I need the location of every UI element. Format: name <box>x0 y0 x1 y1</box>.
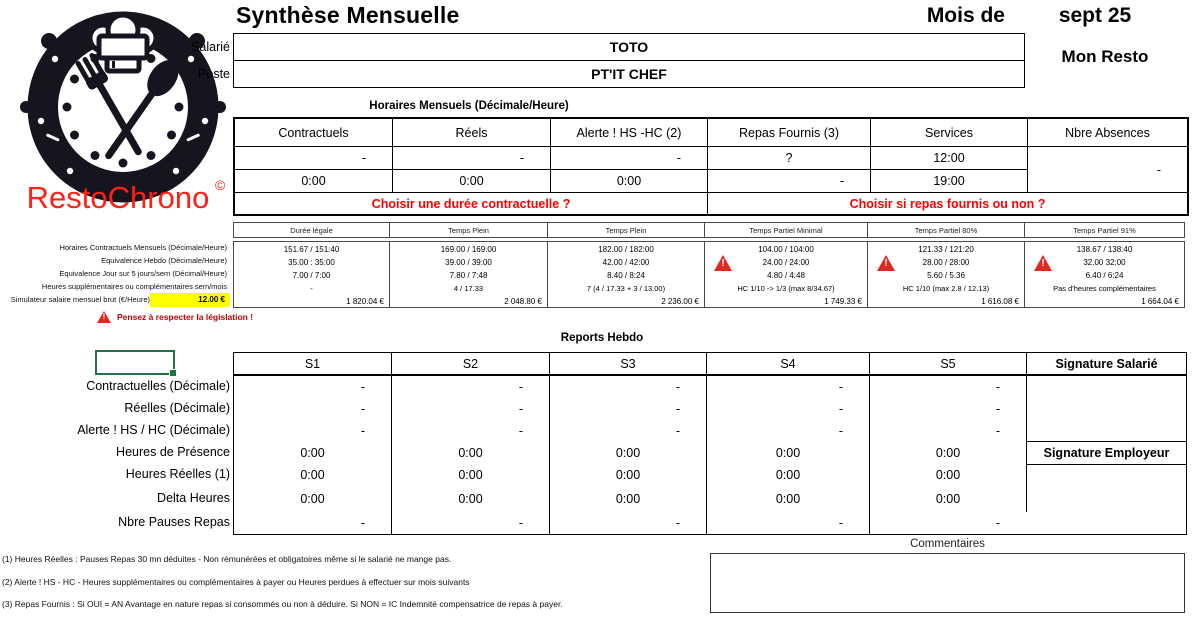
weekly-cell[interactable]: - <box>706 420 869 442</box>
sim-value: 4 / 17.33 <box>453 284 484 293</box>
weekly-cell[interactable]: - <box>391 398 549 420</box>
hourly-rate-cell[interactable]: 12.00 € <box>150 293 230 307</box>
sim-value: 7.00 / 7:00 <box>292 271 331 280</box>
monthly-cell-contractuels-hm[interactable]: 0:00 <box>235 169 392 192</box>
monthly-cell-services-debut[interactable]: 12:00 <box>870 146 1027 169</box>
weekly-cell[interactable]: - <box>360 402 365 416</box>
sim-salary-value: 1 749.33 € <box>824 297 862 306</box>
sim-value: 32.00 32:00 <box>1083 258 1126 267</box>
prompt-contract-duration: Choisir une durée contractuelle ? <box>235 192 707 214</box>
sim-value: 6.40 / 6:24 <box>1085 271 1124 280</box>
weekly-cell[interactable]: 0:00 <box>869 464 1026 486</box>
sim-value: 104.00 / 104:00 <box>758 245 814 254</box>
sim-value: 182.00 / 182:00 <box>598 245 654 254</box>
simulator-table <box>233 241 1185 308</box>
sim-col-tp-80 <box>868 241 1025 308</box>
monthly-cell-alerte-hm[interactable]: 0:00 <box>550 169 707 192</box>
weekly-reports-title: Reports Hebdo <box>560 332 644 344</box>
weekly-label-pauses: Nbre Pauses Repas <box>118 515 230 529</box>
sim-value: 42.00 / 42:00 <box>602 258 650 267</box>
sim-header-duree-legale: Durée légale <box>233 222 390 238</box>
weekly-cell[interactable]: - <box>360 380 365 394</box>
weekly-cell[interactable]: 0:00 <box>549 464 706 486</box>
simulator-header-row <box>233 222 1185 238</box>
sim-value: 151.67 / 151:40 <box>283 245 340 254</box>
legal-warning-text: Pensez à respecter la législation ! <box>117 312 254 322</box>
weekly-cell[interactable]: 0:00 <box>706 442 869 464</box>
warning-icon <box>97 311 111 323</box>
weekly-cell[interactable]: - <box>869 512 1026 534</box>
restaurant-name: Mon Resto <box>1061 47 1149 66</box>
sim-header-tp-80: Temps Partiel 80% <box>868 222 1025 238</box>
weekly-cell[interactable]: - <box>706 376 869 398</box>
sim-header-temps-plein-182: Temps Plein <box>548 222 705 238</box>
sim-label-salaire: Simulateur salaire mensuel brut (€/Heure) <box>10 295 150 304</box>
weekly-cell[interactable]: 0:00 <box>391 464 549 486</box>
weekly-cell[interactable]: - <box>360 516 365 530</box>
weekly-cell[interactable]: - <box>706 512 869 534</box>
sim-salary-value: 1 664.04 € <box>1141 297 1179 306</box>
monthly-cell-contractuels-dec[interactable]: - <box>235 146 392 169</box>
weekly-cell[interactable]: 0:00 <box>300 468 325 482</box>
weekly-cell[interactable]: 0:00 <box>300 492 325 506</box>
monthly-hours-table <box>233 117 1189 216</box>
signature-employee-label: Signature Salarié <box>1026 353 1186 376</box>
sim-value: HC 1/10 (max 2.8 / 12.13) <box>902 284 990 293</box>
weekly-cell[interactable]: - <box>549 512 706 534</box>
weekly-cell[interactable]: - <box>706 398 869 420</box>
month-label: Mois de <box>926 4 1005 27</box>
position-label: Poste <box>198 67 230 81</box>
monthly-header-services: Services <box>870 119 1027 146</box>
sim-value: 138.67 / 138:40 <box>1076 245 1133 254</box>
monthly-header-reels: Réels <box>392 119 550 146</box>
sim-value: 8.40 / 8:24 <box>607 271 645 280</box>
sim-salary-value: 1 820.04 € <box>346 297 384 306</box>
weekly-cell[interactable]: 0:00 <box>549 486 706 512</box>
employee-field[interactable]: TOTO <box>233 33 1025 61</box>
weekly-cell[interactable]: 0:00 <box>706 486 869 512</box>
sim-header-tp-91: Temps Partiel 91% <box>1025 222 1185 238</box>
weekly-cell[interactable]: - <box>549 420 706 442</box>
weekly-cell[interactable]: - <box>869 420 1026 442</box>
weekly-label-presence: Heures de Présence <box>116 445 230 459</box>
weekly-cell[interactable]: - <box>391 512 549 534</box>
signature-employer-box[interactable] <box>1026 464 1186 512</box>
sim-value: 7 (4 / 17.33 + 3 / 13.00) <box>586 284 666 293</box>
week-header-s3: S3 <box>549 353 706 376</box>
sim-label-contractuels: Horaires Contractuels Mensuels (Décimale/Heure) <box>59 243 227 252</box>
weekly-label-delta: Delta Heures <box>157 491 230 505</box>
weekly-cell[interactable]: 0:00 <box>869 486 1026 512</box>
brand-copyright: © <box>215 177 226 193</box>
sim-salary-value: 2 236.00 € <box>661 297 699 306</box>
sim-col-tp-minimal <box>705 241 868 308</box>
monthly-header-repas: Repas Fournis (3) <box>707 119 870 146</box>
monthly-cell-reels-hm[interactable]: 0:00 <box>392 169 550 192</box>
sim-label-jour: Equivalence Jour sur 5 jours/sem (Décimal/Heure) <box>59 269 227 278</box>
weekly-reports-table <box>233 352 1187 535</box>
monthly-cell-repas[interactable]: ? <box>707 146 870 169</box>
selected-cell[interactable] <box>95 350 175 375</box>
weekly-cell[interactable]: - <box>869 376 1026 398</box>
prompt-meals-provided: Choisir si repas fournis ou non ? <box>707 192 1187 214</box>
sim-value: 169.00 / 169:00 <box>440 245 497 254</box>
sim-value: HC 1/10 -> 1/3 (max 8/34.67) <box>737 284 835 293</box>
week-header-s5: S5 <box>869 353 1026 376</box>
sim-header-temps-plein-169: Temps Plein <box>390 222 548 238</box>
sim-label-heures-supp: Heures supplémentaires ou complémentaires sem/mois <box>41 282 227 291</box>
weekly-cell[interactable]: - <box>549 376 706 398</box>
monthly-header-contractuels: Contractuels <box>278 125 349 140</box>
brand-text: RestoChrono <box>26 180 210 215</box>
sim-value: 121.33 / 121:20 <box>918 245 974 254</box>
footnote-1: (1) Heures Réelles : Pauses Repas 30 mn déduites - Non rémunérées et obligatoires même si le salarié ne mange pas. <box>2 554 452 564</box>
weekly-cell[interactable]: - <box>869 398 1026 420</box>
sim-value: 39.00 / 39:00 <box>445 258 492 267</box>
month-value-cell[interactable]: sept 25 <box>1058 4 1132 27</box>
weekly-label-heures-reelles: Heures Réelles (1) <box>125 467 230 481</box>
sim-value: 24.00 / 24:00 <box>762 258 810 267</box>
sim-value: 7.80 / 7:48 <box>449 271 488 280</box>
sim-col-temps-plein-182 <box>548 241 705 308</box>
sim-salary-value: 1 616.08 € <box>981 297 1019 306</box>
weekly-cell[interactable]: 0:00 <box>391 442 549 464</box>
comments-title: Commentaires <box>910 538 985 550</box>
weekly-cell[interactable]: - <box>549 398 706 420</box>
weekly-cell[interactable]: 0:00 <box>549 442 706 464</box>
week-header-s4: S4 <box>706 353 869 376</box>
weekly-label-contractuelles: Contractuelles (Décimale) <box>86 379 230 393</box>
legal-warning <box>97 311 253 323</box>
monthly-cell-absences[interactable]: - <box>1027 146 1187 192</box>
monthly-hours-title: Horaires Mensuels (Décimale/Heure) <box>369 100 569 112</box>
sim-value: 28.00 / 28:00 <box>922 258 970 267</box>
monthly-cell-repas2[interactable]: - <box>707 169 870 192</box>
weekly-cell[interactable]: - <box>391 420 549 442</box>
sim-value: 4.80 / 4:48 <box>767 271 805 280</box>
weekly-cell[interactable]: 0:00 <box>706 464 869 486</box>
weekly-cell[interactable]: 0:00 <box>869 442 1026 464</box>
weekly-cell[interactable]: 0:00 <box>300 446 325 460</box>
sim-value: 5.60 / 5.36 <box>927 271 965 280</box>
footnote-3: (3) Repas Fournis : Si OUI = AN Avantage en nature repas si consommés ou non à déduire. Si NON = IC Indemnité compensatrice de repas à payer. <box>2 599 563 609</box>
weekly-label-reelles: Réelles (Décimale) <box>124 401 230 415</box>
sim-col-duree-legale <box>233 241 390 308</box>
monthly-cell-reels-dec[interactable]: - <box>392 146 550 169</box>
sim-col-temps-plein-169 <box>390 241 548 308</box>
employee-label: Salarié <box>191 40 230 54</box>
signature-employee-box[interactable] <box>1026 376 1186 442</box>
weekly-label-alerte: Alerte ! HS / HC (Décimale) <box>77 423 230 437</box>
sim-header-tp-minimal: Temps Partiel Minimal <box>705 222 868 238</box>
monthly-cell-alerte-dec[interactable]: - <box>550 146 707 169</box>
page-title: Synthèse Mensuelle <box>236 2 460 28</box>
signature-employer-label: Signature Employeur <box>1026 442 1186 464</box>
sim-col-tp-91 <box>1025 241 1185 308</box>
sim-label-hebdo: Equivalence Hebdo (Décimale/Heure) <box>101 256 227 265</box>
week-header-s2: S2 <box>391 353 549 376</box>
position-field[interactable]: PT'IT CHEF <box>233 60 1025 88</box>
weekly-cell[interactable]: 0:00 <box>391 486 549 512</box>
monthly-header-absences: Nbre Absences <box>1027 119 1187 146</box>
sim-salary-value: 2 048.80 € <box>504 297 542 306</box>
sim-value: Pas d'heures complémentaires <box>1053 284 1156 293</box>
sim-value: - <box>310 284 313 293</box>
sim-value: 35.00 : 35:00 <box>288 258 335 267</box>
weekly-cell[interactable]: - <box>360 424 365 438</box>
footnote-2: (2) Alerte ! HS - HC - Heures supplémentaires ou complémentaires à payer ou Heures perdues à effectuer sur mois suivants <box>2 577 470 587</box>
weekly-cell[interactable]: - <box>391 376 549 398</box>
week-header-s1: S1 <box>234 353 391 376</box>
monthly-cell-services-fin[interactable]: 19:00 <box>870 169 1027 192</box>
comments-box[interactable] <box>710 553 1185 613</box>
monthly-header-alerte: Alerte ! HS -HC (2) <box>550 119 707 146</box>
